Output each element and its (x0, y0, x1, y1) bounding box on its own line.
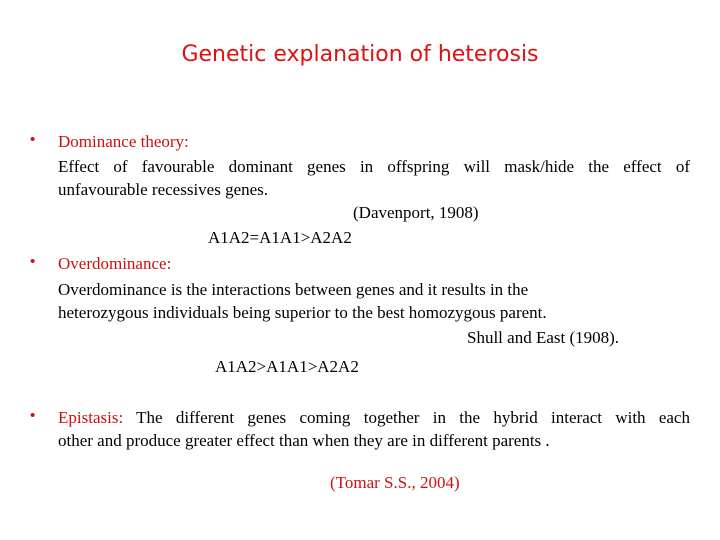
epistasis-line1 (58, 408, 690, 428)
slide-title: Genetic explanation of heterosis (181, 42, 539, 67)
dominance-heading: Dominance theory: (58, 132, 189, 151)
epistasis-heading: Epistasis: (58, 408, 124, 427)
overdominance-heading: Overdominance: (58, 254, 172, 273)
bullet-epistasis: • (30, 407, 36, 424)
dominance-line1: Effect of favourable dominant genes in offspring will mask/hide the effect of (58, 157, 690, 176)
bullet-dominance: • (30, 131, 36, 148)
overdominance-formula: A1A2>A1A1>A2A2 (215, 357, 359, 376)
overdominance-line1: Overdominance is the interactions between genes and it results in the (58, 280, 529, 299)
dominance-formula: A1A2=A1A1>A2A2 (208, 228, 352, 247)
overdominance-line2: heterozygous individuals being superior to the best homozygous parent. (58, 303, 547, 322)
overdominance-citation: Shull and East (1908). (467, 328, 620, 347)
epistasis-line1-text: The different genes coming together in the hybrid interact with each (136, 408, 690, 427)
epistasis-line2: other and produce greater effect than when they are in different parents . (58, 431, 550, 450)
bullet-overdominance: • (30, 253, 36, 270)
epistasis-citation: (Tomar S.S., 2004) (330, 473, 460, 492)
dominance-citation: (Davenport, 1908) (353, 203, 479, 222)
dominance-line2: unfavourable recessives genes. (58, 180, 269, 199)
